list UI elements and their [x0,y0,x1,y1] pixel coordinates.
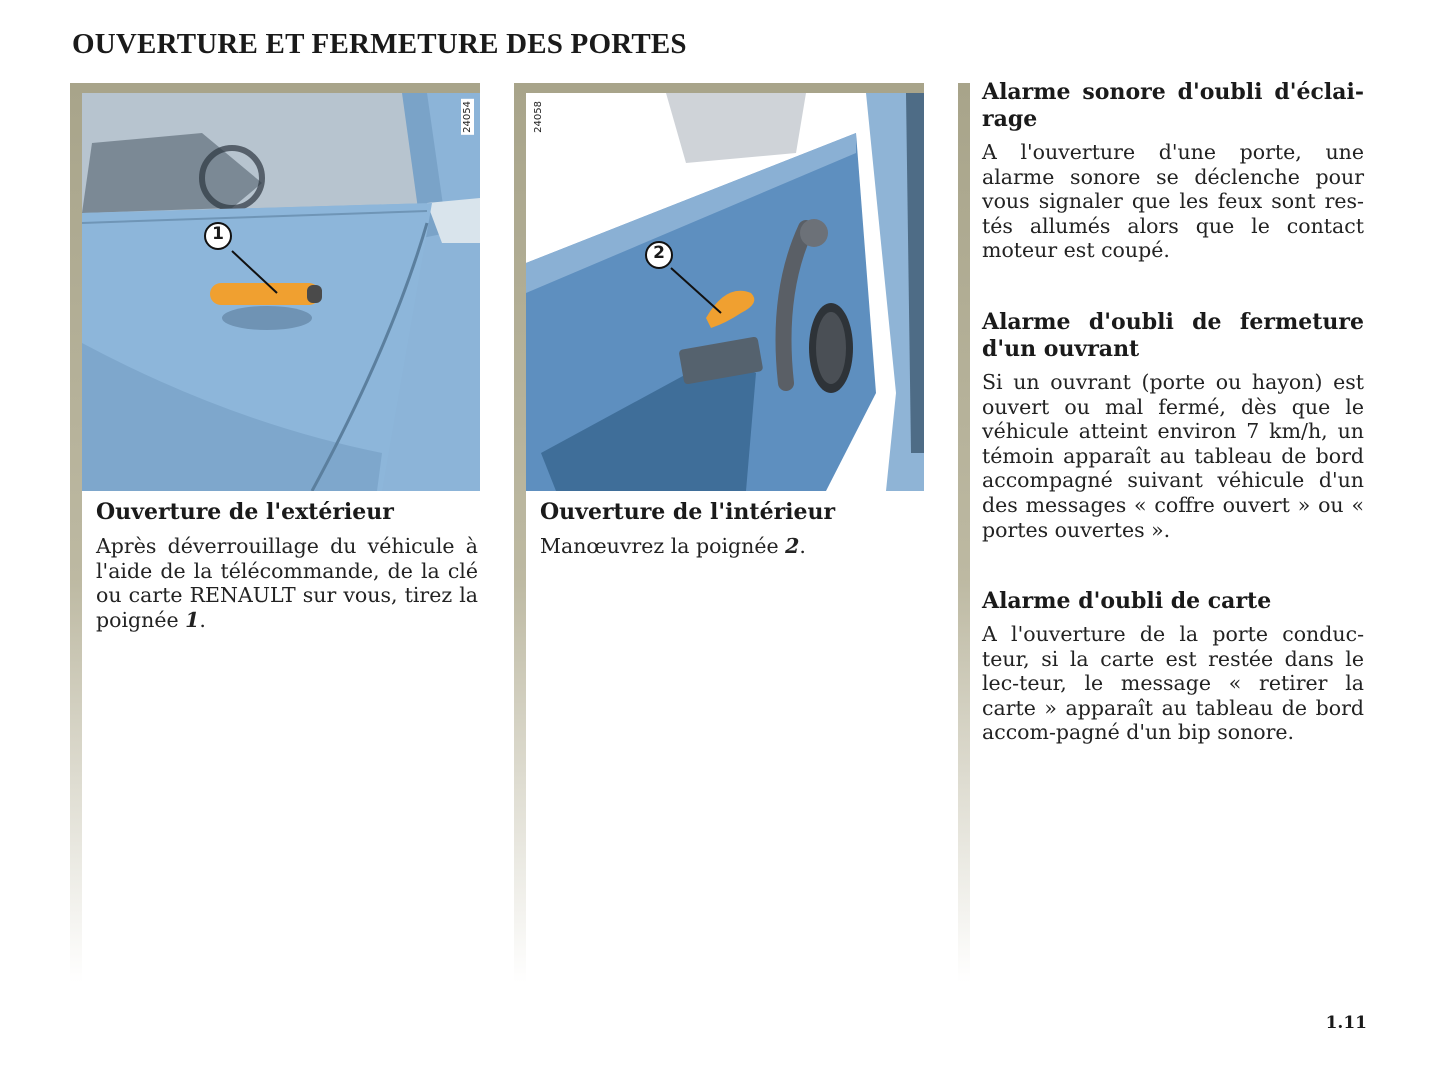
callout-2-label: 2 [653,243,665,263]
section-title-interior: Ouverture de l'intérieur [540,499,836,525]
section-text-interior: Manœuvrez la poignée 2. [540,534,806,558]
ref-number: 2 [785,534,800,558]
column-top-bar-middle [514,83,924,93]
column-bar-left [70,83,82,983]
callout-1-label: 1 [212,224,224,244]
section-text-opening-alarm: Si un ouvrant (porte ou hayon) est ouvert ou mal fermé, dès que le véhicule atteint environ 7 km/h, un témoin apparaît au tableau de bord accompagné suivant véhicule d'un des messages « coffre ouvert » ou « portes ouvertes ». [982,370,1364,542]
figure-exterior-door [82,93,480,491]
section-text-lights-alarm: A l'ouverture d'une porte, une alarme sonore se déclenche pour vous signaler que les feux sont res-tés allumés alors que le contact moteur est coupé. [982,140,1364,263]
page-title: OUVERTURE ET FERMETURE DES PORTES [72,28,687,60]
column-bar-middle [514,83,526,983]
section-title-card-alarm: Alarme d'oubli de carte [982,588,1272,614]
section-title-exterior: Ouverture de l'extérieur [96,499,394,525]
column-bar-right [958,83,970,983]
page-number: 1.11 [1325,1013,1367,1033]
figure-ref-code: 24054 [462,101,473,133]
ref-number: 1 [185,607,200,632]
section-title-opening-alarm: Alarme d'oubli de fermeture d'un ouvrant [982,309,1364,362]
section-title-lights-alarm: Alarme sonore d'oubli d'éclai-rage [982,79,1364,132]
section-text-exterior: Après déverrouillage du véhicule à l'aide de la télécommande, de la clé ou carte RENAULT sur vous, tirez la poignée 1. [96,534,478,632]
figure-interior-door [526,93,924,491]
figure-ref-code: 24058 [533,101,544,133]
column-top-bar-left [70,83,480,93]
section-text-card-alarm: A l'ouverture de la porte conduc-teur, si la carte est restée dans le lec-teur, le message « retirer la carte » apparaît au tableau de bord accom-pagné d'un bip sonore. [982,622,1364,745]
